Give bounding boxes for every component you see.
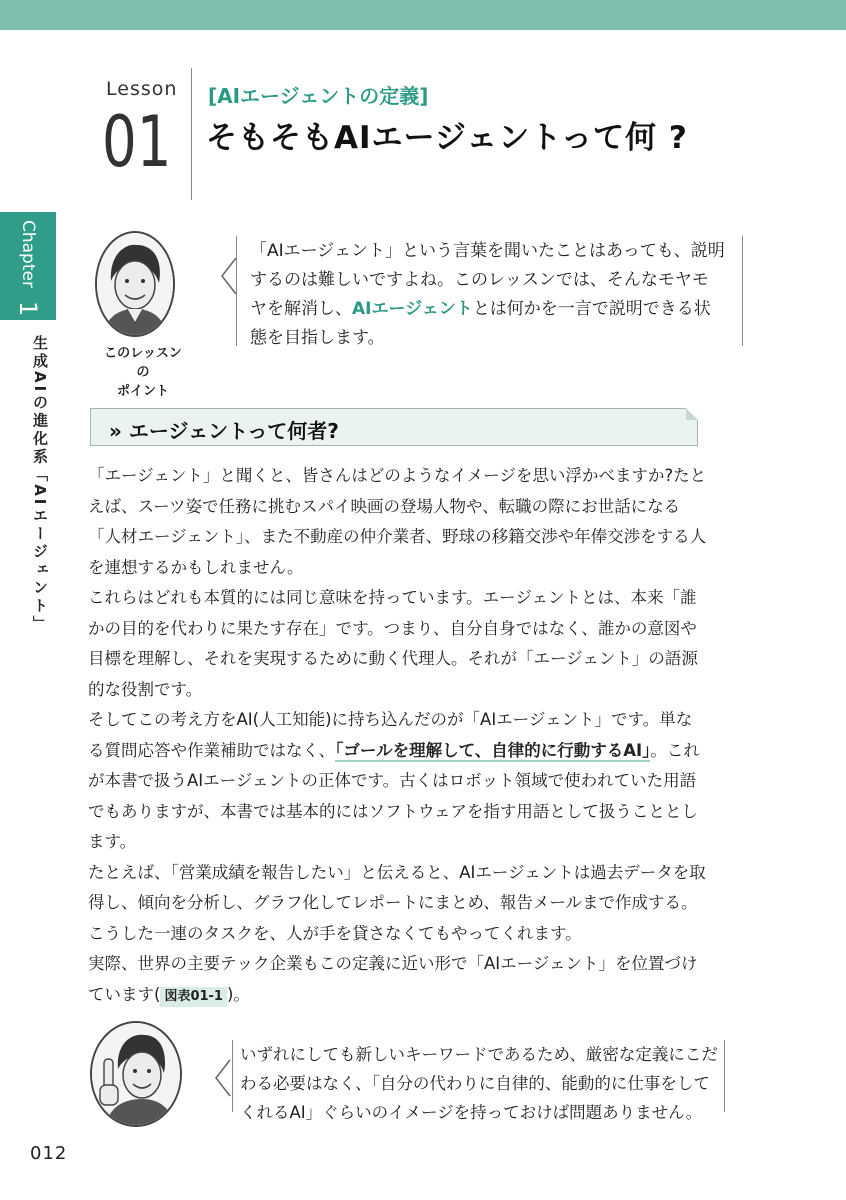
body-paragraph-1: 「エージェント」と聞くと、皆さんはどのようなイメージを思い浮かべますか?たとえば、スーツ姿で任務に挑むスパイ映画の登場人物や、転職の際にお世話になる「人材エージェント」、また不動産の仲介業者、野球の移籍交渉や年俸交渉をする人を連想するかもしれません。	[88, 466, 707, 577]
chapter-tab	[0, 212, 56, 320]
lesson-number: 01	[102, 101, 172, 183]
chapter-side-title: 生成AIの進化系「AIエージェント」	[31, 335, 49, 634]
top-color-bar	[0, 0, 846, 30]
body-paragraph-2: これらはどれも本質的には同じ意味を持っています。エージェントとは、本来「誰かの目的を代わりに果たす存在」です。つまり、自分自身ではなく、誰かの意図や目標を理解し、それを実現するために動く代理人。それが「エージェント」の語源的な役割です。	[88, 588, 698, 699]
body-key-definition: 「ゴールを理解して、自律的に行動するAI」	[335, 740, 651, 760]
body-paragraph-4: たとえば、「営業成績を報告したい」と伝えると、AIエージェントは過去データを取得し、傾向を分析し、グラフ化してレポートにまとめ、報告メールまで作成する。こうした一連のタスクを、人が手を貸さなくてもやってくれます。	[88, 862, 706, 943]
body-p5-part-a: 実際、世界の主要テック企業もこの定義に近い形で「AIエージェント」を位置づけています(	[88, 954, 698, 1004]
page-number: 012	[30, 1143, 68, 1164]
bubble-right-rule-2	[724, 1040, 725, 1112]
body-p3-part-a: そしてこの考え方をAI(人工知能)に持ち込んだのが「AIエージェント」です。単なる質問応答や作業補助ではなく、	[88, 710, 693, 760]
body-p3-part-b: 。これが本書で扱うAIエージェントの正体です。古くはロボット領域で使われていた用語でもありますが、本書では基本的にはソフトウェアを指す用語として扱うこととします。	[88, 740, 700, 851]
body-text	[88, 461, 708, 1010]
author-avatar-icon	[95, 231, 175, 337]
point-label: このレッスンの ポイント	[104, 346, 182, 399]
body-paragraph-3	[88, 705, 708, 858]
bubble-right-rule	[742, 236, 743, 346]
point-text	[250, 237, 725, 353]
author-pointing-avatar-icon	[90, 1021, 182, 1127]
title-divider	[191, 68, 192, 200]
point-text-part-1: 「AIエージェント」という言葉を聞いたことはあっても、説明するのは難しいですよね。このレッスンでは、そんなモヤモヤを解消し、	[250, 241, 725, 319]
chapter-label-group	[14, 220, 42, 317]
figure-reference[interactable]: 図表01-1	[160, 987, 227, 1007]
lesson-label: Lesson	[106, 78, 178, 100]
chapter-label: Chapter	[18, 220, 38, 288]
section-heading-box	[90, 408, 698, 446]
section-title: » エージェントって何者?	[109, 419, 339, 443]
corner-fold-icon	[686, 408, 698, 420]
point-text-part-2: とは何かを一言で説明できる状態を目指します。	[250, 299, 711, 348]
bubble-pointer-icon-2	[214, 1058, 232, 1098]
point-text-emphasis: AIエージェント	[352, 299, 473, 319]
lesson-tag: [AIエージェントの定義]	[208, 84, 429, 108]
page-title: そもそもAIエージェントって何 ?	[206, 120, 688, 156]
bubble-pointer-icon	[220, 256, 238, 296]
outro-text: いずれにしても新しいキーワードであるため、厳密な定義にこだわる必要はなく、「自分の代わりに自律的、能動的に仕事をしてくれるAI」ぐらいのイメージを持っておけば問題ありません。	[240, 1045, 718, 1122]
body-p5-part-b: )。	[226, 984, 250, 1004]
body-paragraph-5	[88, 949, 708, 1010]
bubble-left-rule-2	[232, 1040, 233, 1112]
chapter-number: 1	[14, 301, 42, 317]
